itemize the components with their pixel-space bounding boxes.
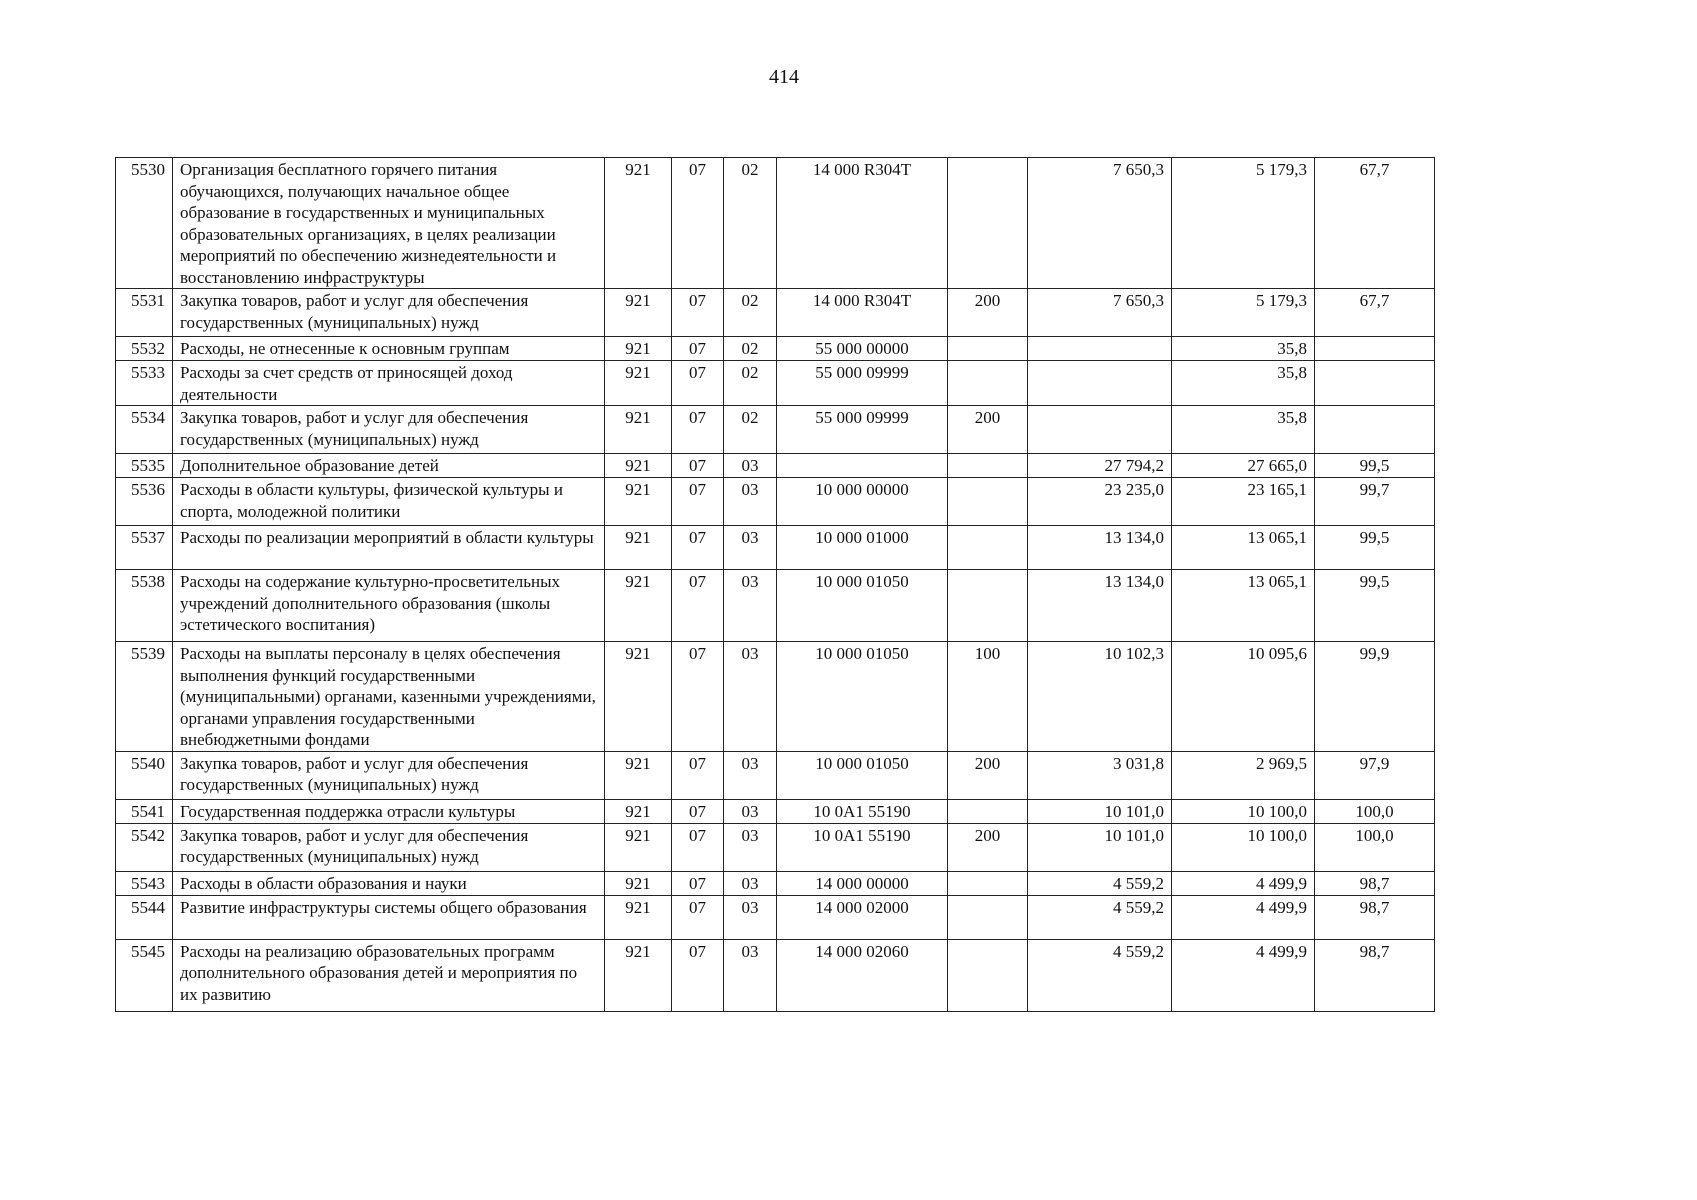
row-actual-amount: 35,8 [1172,406,1315,454]
row-subsection-code: 03 [724,823,777,871]
row-section-code: 07 [672,289,724,337]
row-grbs-code: 921 [605,337,672,361]
row-execution-percent [1315,337,1435,361]
table-row [116,751,1435,799]
row-number: 5543 [116,871,173,895]
row-execution-percent: 97,9 [1315,751,1435,799]
row-expense-type [948,337,1028,361]
row-subsection-code: 02 [724,337,777,361]
row-target-article: 14 000 R304T [777,289,948,337]
row-description: Закупка товаров, работ и услуг для обеспечения государственных (муниципальных) нужд [173,406,605,454]
table-row [116,337,1435,361]
row-subsection-code: 03 [724,871,777,895]
row-execution-percent: 98,7 [1315,871,1435,895]
page-number: 414 [769,66,799,88]
row-number: 5542 [116,823,173,871]
row-execution-percent: 99,9 [1315,642,1435,752]
table-row [116,895,1435,939]
row-number: 5534 [116,406,173,454]
row-subsection-code: 03 [724,454,777,478]
row-number: 5540 [116,751,173,799]
row-subsection-code: 03 [724,939,777,1011]
row-section-code: 07 [672,642,724,752]
row-grbs-code: 921 [605,871,672,895]
row-section-code: 07 [672,406,724,454]
row-expense-type [948,871,1028,895]
row-expense-type [948,526,1028,570]
table-row [116,454,1435,478]
row-planned-amount: 7 650,3 [1028,289,1172,337]
row-grbs-code: 921 [605,289,672,337]
row-expense-type [948,939,1028,1011]
row-planned-amount: 10 102,3 [1028,642,1172,752]
row-grbs-code: 921 [605,939,672,1011]
row-actual-amount: 4 499,9 [1172,939,1315,1011]
row-description: Закупка товаров, работ и услуг для обеспечения государственных (муниципальных) нужд [173,289,605,337]
row-grbs-code: 921 [605,642,672,752]
row-expense-type: 100 [948,642,1028,752]
row-execution-percent: 98,7 [1315,939,1435,1011]
row-planned-amount: 4 559,2 [1028,895,1172,939]
table-row [116,158,1435,289]
row-description: Развитие инфраструктуры системы общего образования [173,895,605,939]
row-subsection-code: 03 [724,751,777,799]
row-target-article: 55 000 09999 [777,361,948,406]
row-execution-percent: 100,0 [1315,823,1435,871]
row-subsection-code: 02 [724,289,777,337]
row-number: 5536 [116,478,173,526]
row-number: 5539 [116,642,173,752]
row-planned-amount [1028,361,1172,406]
row-planned-amount [1028,337,1172,361]
row-subsection-code: 03 [724,642,777,752]
table-row [116,406,1435,454]
row-planned-amount: 4 559,2 [1028,871,1172,895]
row-actual-amount: 23 165,1 [1172,478,1315,526]
row-actual-amount: 10 095,6 [1172,642,1315,752]
row-expense-type: 200 [948,823,1028,871]
table-row [116,361,1435,406]
row-subsection-code: 02 [724,361,777,406]
table-row [116,799,1435,823]
row-subsection-code: 03 [724,570,777,642]
table-body [116,158,1435,1012]
row-planned-amount: 13 134,0 [1028,570,1172,642]
row-actual-amount: 4 499,9 [1172,871,1315,895]
row-description: Расходы на реализацию образовательных программ дополнительного образования детей и мероприятия по их развитию [173,939,605,1011]
row-target-article: 14 000 00000 [777,871,948,895]
row-subsection-code: 03 [724,478,777,526]
row-subsection-code: 03 [724,895,777,939]
row-actual-amount: 13 065,1 [1172,526,1315,570]
row-actual-amount: 10 100,0 [1172,799,1315,823]
table-row [116,289,1435,337]
row-number: 5541 [116,799,173,823]
row-number: 5535 [116,454,173,478]
row-actual-amount: 5 179,3 [1172,158,1315,289]
row-planned-amount [1028,406,1172,454]
row-execution-percent: 99,7 [1315,478,1435,526]
row-target-article: 10 0A1 55190 [777,799,948,823]
row-grbs-code: 921 [605,751,672,799]
row-description: Закупка товаров, работ и услуг для обеспечения государственных (муниципальных) нужд [173,823,605,871]
row-subsection-code: 03 [724,526,777,570]
row-actual-amount: 10 100,0 [1172,823,1315,871]
budget-table [115,157,1435,1012]
row-planned-amount: 4 559,2 [1028,939,1172,1011]
row-execution-percent: 99,5 [1315,454,1435,478]
row-grbs-code: 921 [605,823,672,871]
row-section-code: 07 [672,570,724,642]
row-actual-amount: 13 065,1 [1172,570,1315,642]
row-actual-amount: 35,8 [1172,337,1315,361]
row-planned-amount: 7 650,3 [1028,158,1172,289]
row-subsection-code: 02 [724,158,777,289]
table-row [116,871,1435,895]
row-expense-type: 200 [948,289,1028,337]
row-subsection-code: 03 [724,799,777,823]
row-section-code: 07 [672,939,724,1011]
row-description: Расходы на содержание культурно-просветительных учреждений дополнительного образования (школы эстетического воспитания) [173,570,605,642]
row-grbs-code: 921 [605,526,672,570]
row-execution-percent: 67,7 [1315,158,1435,289]
row-target-article: 14 000 02060 [777,939,948,1011]
row-planned-amount: 13 134,0 [1028,526,1172,570]
row-number: 5545 [116,939,173,1011]
table-row [116,526,1435,570]
row-expense-type [948,158,1028,289]
row-planned-amount: 27 794,2 [1028,454,1172,478]
row-grbs-code: 921 [605,361,672,406]
table-row [116,823,1435,871]
row-target-article: 10 0A1 55190 [777,823,948,871]
row-section-code: 07 [672,823,724,871]
row-grbs-code: 921 [605,158,672,289]
row-section-code: 07 [672,158,724,289]
row-number: 5531 [116,289,173,337]
row-description: Расходы, не отнесенные к основным группам [173,337,605,361]
row-execution-percent: 99,5 [1315,570,1435,642]
row-execution-percent: 100,0 [1315,799,1435,823]
row-expense-type [948,895,1028,939]
table-row [116,939,1435,1011]
row-description: Организация бесплатного горячего питания обучающихся, получающих начальное общее образование в государственных и муниципальных образовательных организациях, в целях реализации мероприятий по обеспечению жизнедеятельности и восстановлению инфраструктуры [173,158,605,289]
row-number: 5544 [116,895,173,939]
row-section-code: 07 [672,478,724,526]
row-number: 5538 [116,570,173,642]
row-expense-type [948,454,1028,478]
row-target-article [777,454,948,478]
row-planned-amount: 23 235,0 [1028,478,1172,526]
row-execution-percent: 98,7 [1315,895,1435,939]
table-row [116,570,1435,642]
row-subsection-code: 02 [724,406,777,454]
row-description: Закупка товаров, работ и услуг для обеспечения государственных (муниципальных) нужд [173,751,605,799]
row-target-article: 14 000 R304T [777,158,948,289]
row-number: 5533 [116,361,173,406]
row-section-code: 07 [672,337,724,361]
row-description: Расходы в области образования и науки [173,871,605,895]
row-grbs-code: 921 [605,799,672,823]
row-number: 5537 [116,526,173,570]
row-section-code: 07 [672,454,724,478]
row-actual-amount: 2 969,5 [1172,751,1315,799]
row-section-code: 07 [672,526,724,570]
row-execution-percent: 99,5 [1315,526,1435,570]
row-section-code: 07 [672,751,724,799]
row-target-article: 10 000 01050 [777,570,948,642]
row-expense-type [948,361,1028,406]
row-target-article: 55 000 00000 [777,337,948,361]
row-description: Расходы на выплаты персоналу в целях обеспечения выполнения функций государственными (муниципальными) органами, казенными учреждениями, органами управления государственными внебюджетными фондами [173,642,605,752]
row-grbs-code: 921 [605,570,672,642]
row-execution-percent [1315,406,1435,454]
row-actual-amount: 27 665,0 [1172,454,1315,478]
row-actual-amount: 35,8 [1172,361,1315,406]
row-target-article: 10 000 01050 [777,642,948,752]
row-expense-type: 200 [948,751,1028,799]
row-number: 5530 [116,158,173,289]
row-grbs-code: 921 [605,478,672,526]
row-target-article: 10 000 01050 [777,751,948,799]
row-target-article: 55 000 09999 [777,406,948,454]
row-planned-amount: 3 031,8 [1028,751,1172,799]
row-target-article: 10 000 00000 [777,478,948,526]
row-description: Дополнительное образование детей [173,454,605,478]
row-description: Расходы за счет средств от приносящей доход деятельности [173,361,605,406]
row-section-code: 07 [672,871,724,895]
row-expense-type [948,799,1028,823]
row-description: Расходы в области культуры, физической культуры и спорта, молодежной политики [173,478,605,526]
row-grbs-code: 921 [605,454,672,478]
row-grbs-code: 921 [605,895,672,939]
row-section-code: 07 [672,799,724,823]
row-section-code: 07 [672,895,724,939]
row-planned-amount: 10 101,0 [1028,823,1172,871]
row-actual-amount: 4 499,9 [1172,895,1315,939]
row-planned-amount: 10 101,0 [1028,799,1172,823]
row-actual-amount: 5 179,3 [1172,289,1315,337]
row-target-article: 14 000 02000 [777,895,948,939]
row-expense-type: 200 [948,406,1028,454]
table-row [116,478,1435,526]
row-number: 5532 [116,337,173,361]
row-description: Расходы по реализации мероприятий в области культуры [173,526,605,570]
row-execution-percent [1315,361,1435,406]
row-target-article: 10 000 01000 [777,526,948,570]
table-row [116,642,1435,752]
row-expense-type [948,478,1028,526]
row-grbs-code: 921 [605,406,672,454]
row-execution-percent: 67,7 [1315,289,1435,337]
row-description: Государственная поддержка отрасли культуры [173,799,605,823]
row-section-code: 07 [672,361,724,406]
row-expense-type [948,570,1028,642]
